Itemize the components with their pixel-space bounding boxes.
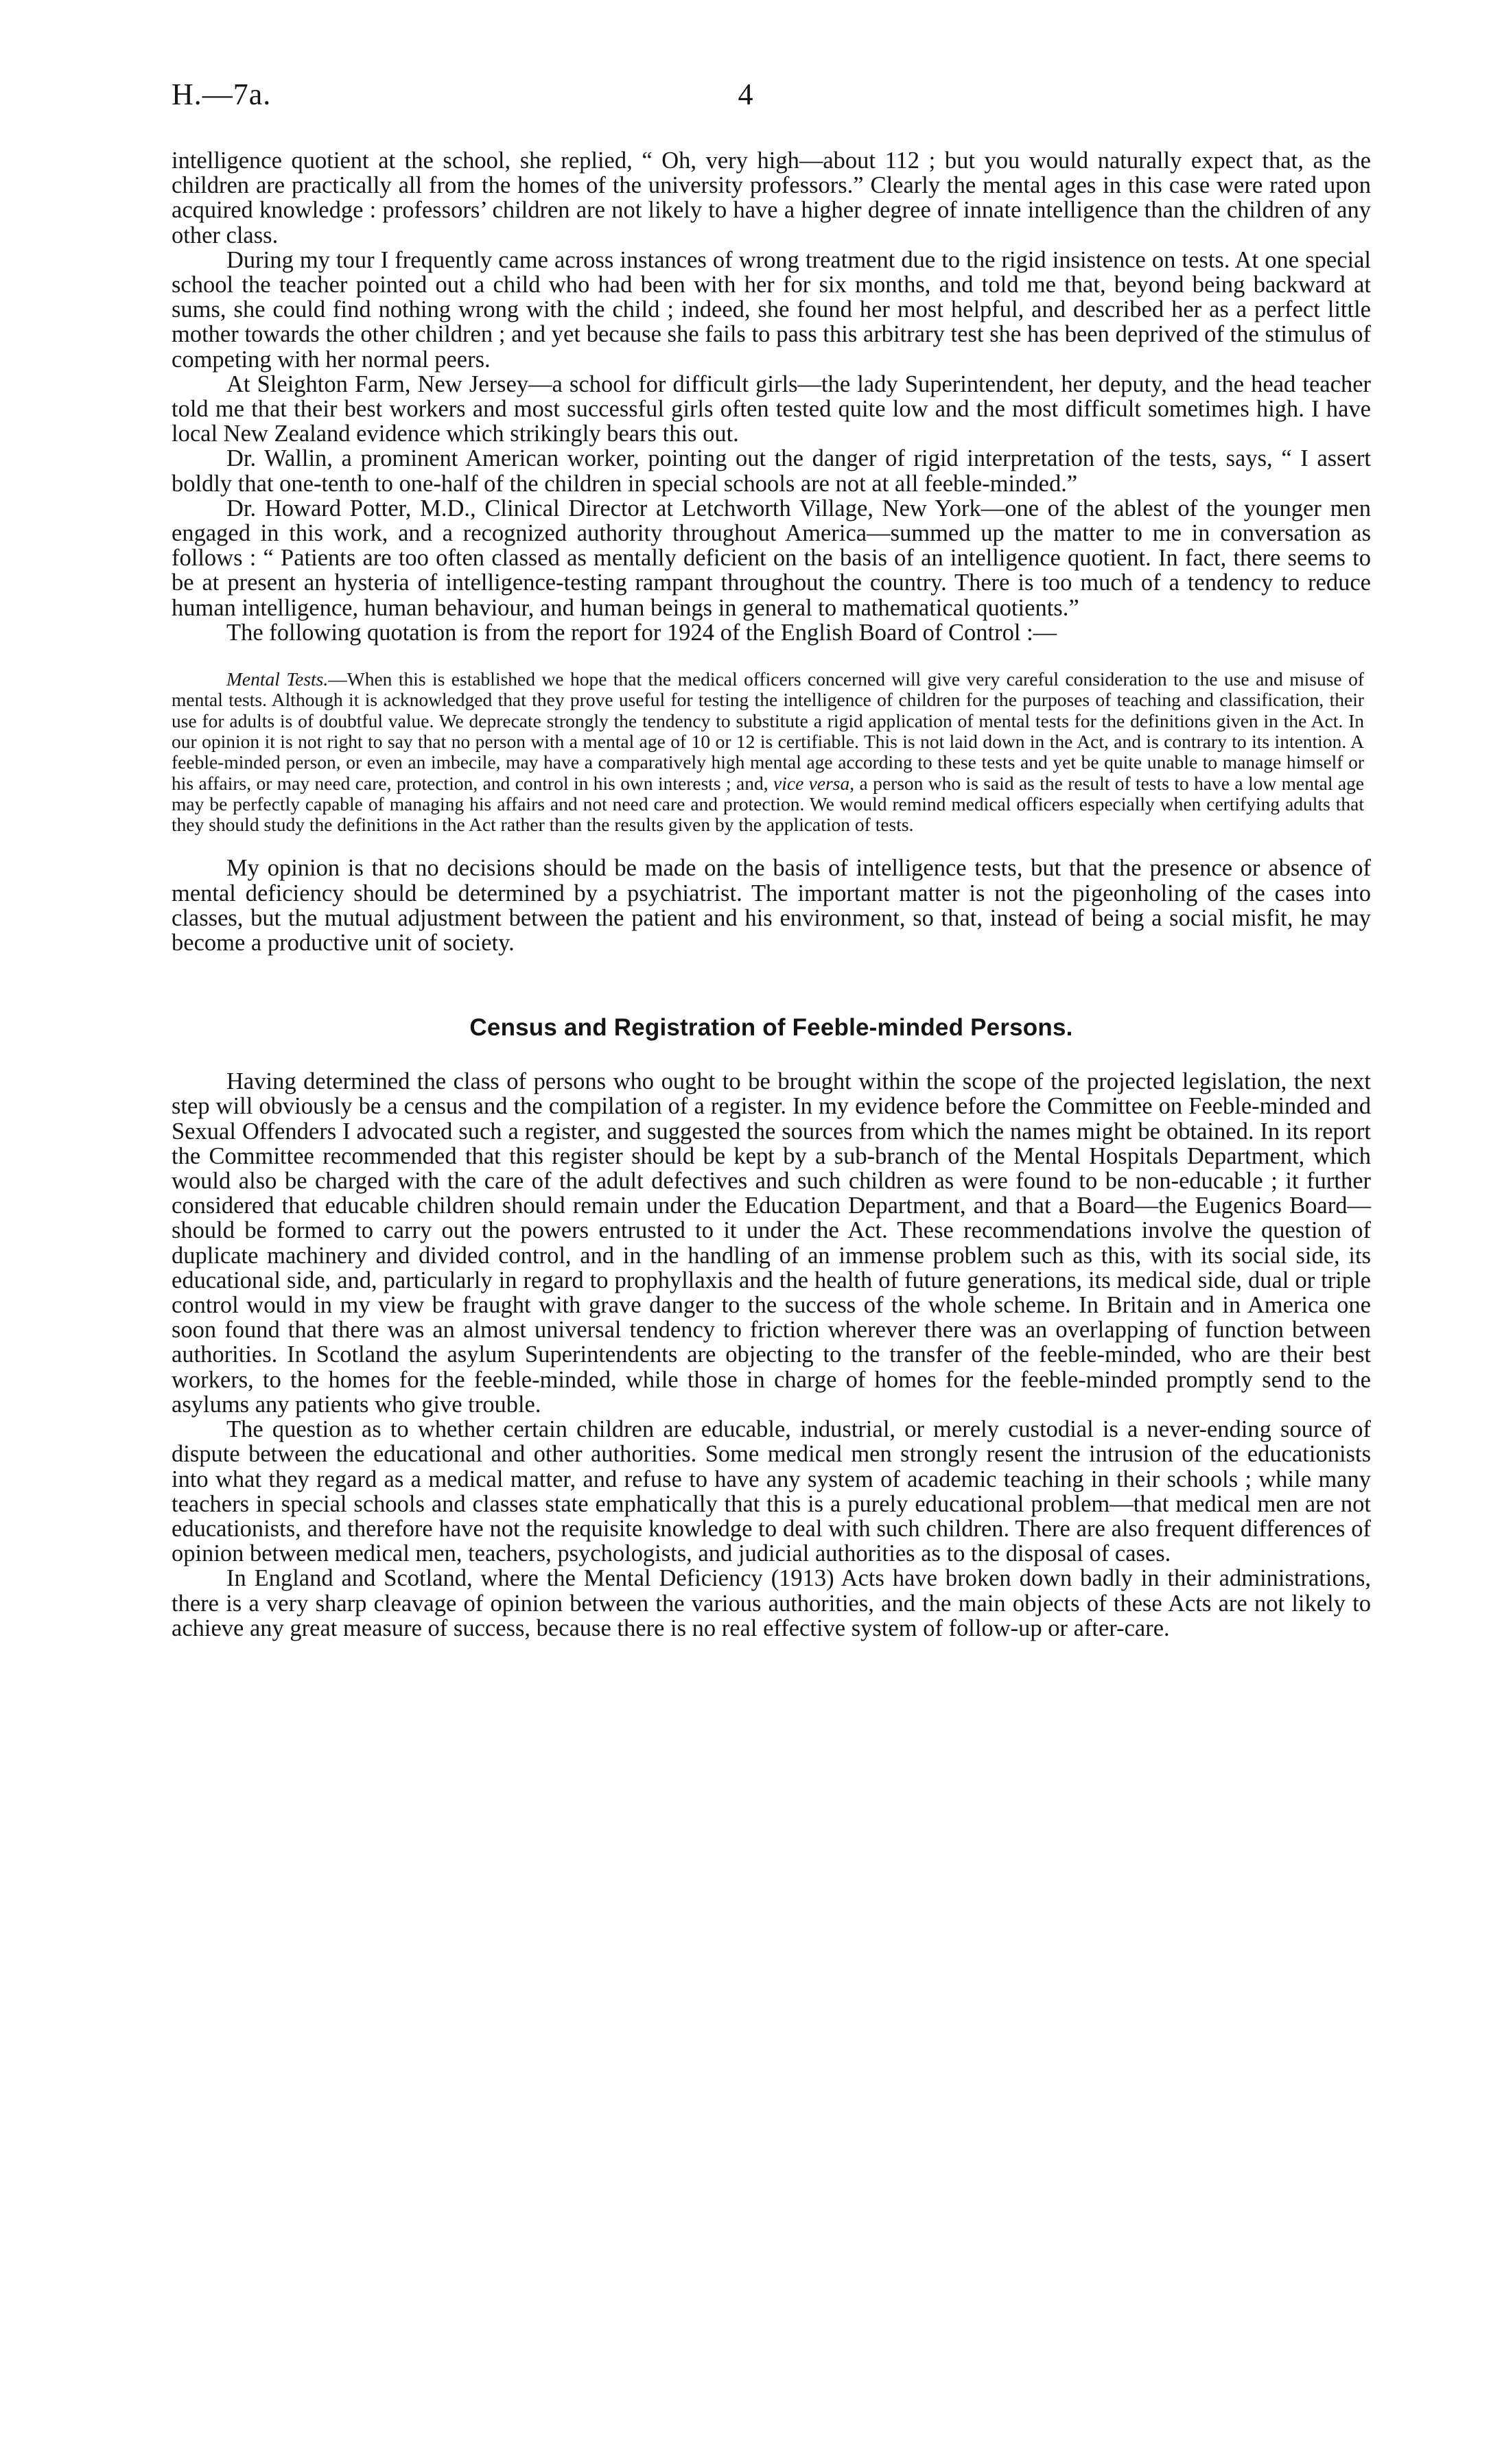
paragraph-sleighton-farm: At Sleighton Farm, New Jersey—a school for difficult girls—the lady Superintendent, her deputy, and the head teacher told me that their best workers and most successful girls often tested quite low and the most difficult sometimes high. I have local New Zealand evidence which strikingly bears this out. <box>172 371 1371 447</box>
page-number: 4 <box>738 78 753 111</box>
running-header <box>172 77 1319 118</box>
section-heading: Census and Registration of Feeble-minded Persons. <box>469 1014 1073 1042</box>
paragraph-tour-tests: During my tour I frequently came across instances of wrong treatment due to the rigid insistence on tests. At one special school the teacher pointed out a child who had been with her for six months, and told me that, beyond being backward at sums, she could find nothing wrong with the child ; indeed, she found her most helpful, and described her as a perfect little mother towards the other children ; and yet because she fails to pass this arbitrary test she has been deprived of the stimulus of competing with her normal peers. <box>172 246 1371 373</box>
quotation-part-2: , a person who is said as the result of tests to have a low mental age may be perfectly capable of managing his affairs and not need care and protection. We would remind medical officers especially when certifying adults that they should study the definitions in the Act rather than the results given by the application of tests. <box>172 772 1365 836</box>
paragraph-dr-wallin: Dr. Wallin, a prominent American worker, pointing out the danger of rigid interpretation of the tests, says, “ I assert boldly that one-tenth to one-half of the children in special schools are not at all feeble-minded.” <box>172 445 1371 497</box>
quotation-vice-versa: vice versa <box>773 772 850 794</box>
document-reference: H.—7a. <box>172 78 272 111</box>
paragraph-england-scotland: In England and Scotland, where the Mental Deficiency (1913) Acts have broken down badly in their administrations, there is a very sharp cleavage of opinion between the various authorities, and the main objects of these Acts are not likely to achieve any great measure of success, because there is no real effective system of follow-up or after-care. <box>172 1565 1371 1641</box>
paragraph-census-register: Having determined the class of persons who ought to be brought within the scope of the projected legislation, the next step will obviously be a census and the compilation of a register. In my evidence before the Committee on Feeble-minded and Sexual Offenders I advocated such a register, and suggested the sources from which the names might be obtained. In its report the Committee recommended that this register should be kept by a sub-branch of the Mental Hospitals Department, which would also be charged with the care of the adult defectives and such children as were found to be non-educable ; it further considered that educable children should remain under the Education Department, and that a Board—the Eugenics Board—should be formed to carry out the powers entrusted to it under the Act. These recommendations involve the question of duplicate machinery and divided control, and in the handling of an immense problem such as this, with its social side, its educational side, and, particularly in regard to prophyllaxis and the health of future generations, its medical side, dual or triple control would in my view be fraught with grave danger to the success of the whole scheme. In Britain and in America one soon found that there was an almost universal tendency to friction wherever there was an overlapping of function between authorities. In Scotland the asylum Superintendents are objecting to the transfer of the feeble-minded, who are their best workers, to the homes for the feeble-minded, while those in charge of homes for the feeble-minded promptly send to the asylums any patients who give trouble. <box>172 1068 1371 1418</box>
quotation-text <box>172 669 1364 835</box>
quotation-part-1: —When this is established we hope that the medical officers concerned will give very careful consideration to the use and misuse of mental tests. Although it is acknowledged that they prove useful for testing the intelligence of children for the purposes of teaching and classification, their use for adults is of doubtful value. We deprecate strongly the tendency to substitute a rigid application of mental tests for the definitions given in the Act. In our opinion it is not right to say that no person with a mental age of 10 or 12 is certifiable. This is not laid down in the Act, and is contrary to its intention. A feeble-minded person, or even an imbecile, may have a comparatively high mental age according to these tests and yet be quite unable to manage himself or his affairs, or may need care, protection, and control in his own interests ; and, <box>172 668 1364 794</box>
paragraph-continuation: intelligence quotient at the school, she replied, “ Oh, very high—about 112 ; but you would naturally expect that, as the children are practically all from the homes of the university professors.” Clearly the mental ages in this case were rated upon acquired knowledge : professors’ children are not likely to have a higher degree of innate intelligence than the children of any other class. <box>172 148 1371 248</box>
paragraph-quotation-intro: The following quotation is from the report for 1924 of the English Board of Control :— <box>226 619 1057 646</box>
paragraph-dr-potter: Dr. Howard Potter, M.D., Clinical Director at Letchworth Village, New York—one of the ablest of the younger men engaged in this work, and a recognized authority throughout America—summed up the matter to me in conversation as follows : “ Patients are too often classed as mentally deficient on the basis of an intelligence quotient. In fact, there seems to be at present an hysteria of intelligence-testing rampant throughout the country. There is too much of a tendency to reduce human intelligence, human behaviour, and human beings in general to mathematical quotients.” <box>172 495 1371 621</box>
body-text <box>172 148 1371 1641</box>
paragraph-educable-dispute: The question as to whether certain children are educable, industrial, or merely custodial is a never-ending source of dispute between the educational and other authorities. Some medical men strongly resent the intrusion of the educationists into what they regard as a medical matter, and refuse to have any system of academic teaching in their schools ; while many teachers in special schools and classes state emphatically that this is a purely educational problem—that medical men are not educationists, and therefore have not the requisite knowledge to deal with such children. There are also frequent differences of opinion between medical men, teachers, psychologists, and judicial authorities as to the disposal of cases. <box>172 1416 1371 1567</box>
paragraph-opinion: My opinion is that no decisions should be made on the basis of intelligence tests, but that the presence or absence of mental deficiency should be determined by a psychiatrist. The important matter is not the pigeonholing of the cases into classes, but the mutual adjustment between the patient and his environment, so that, instead of being a social misfit, he may become a productive unit of society. <box>172 855 1371 957</box>
board-of-control-quotation <box>172 669 1371 835</box>
quotation-lead: Mental Tests. <box>226 668 329 690</box>
